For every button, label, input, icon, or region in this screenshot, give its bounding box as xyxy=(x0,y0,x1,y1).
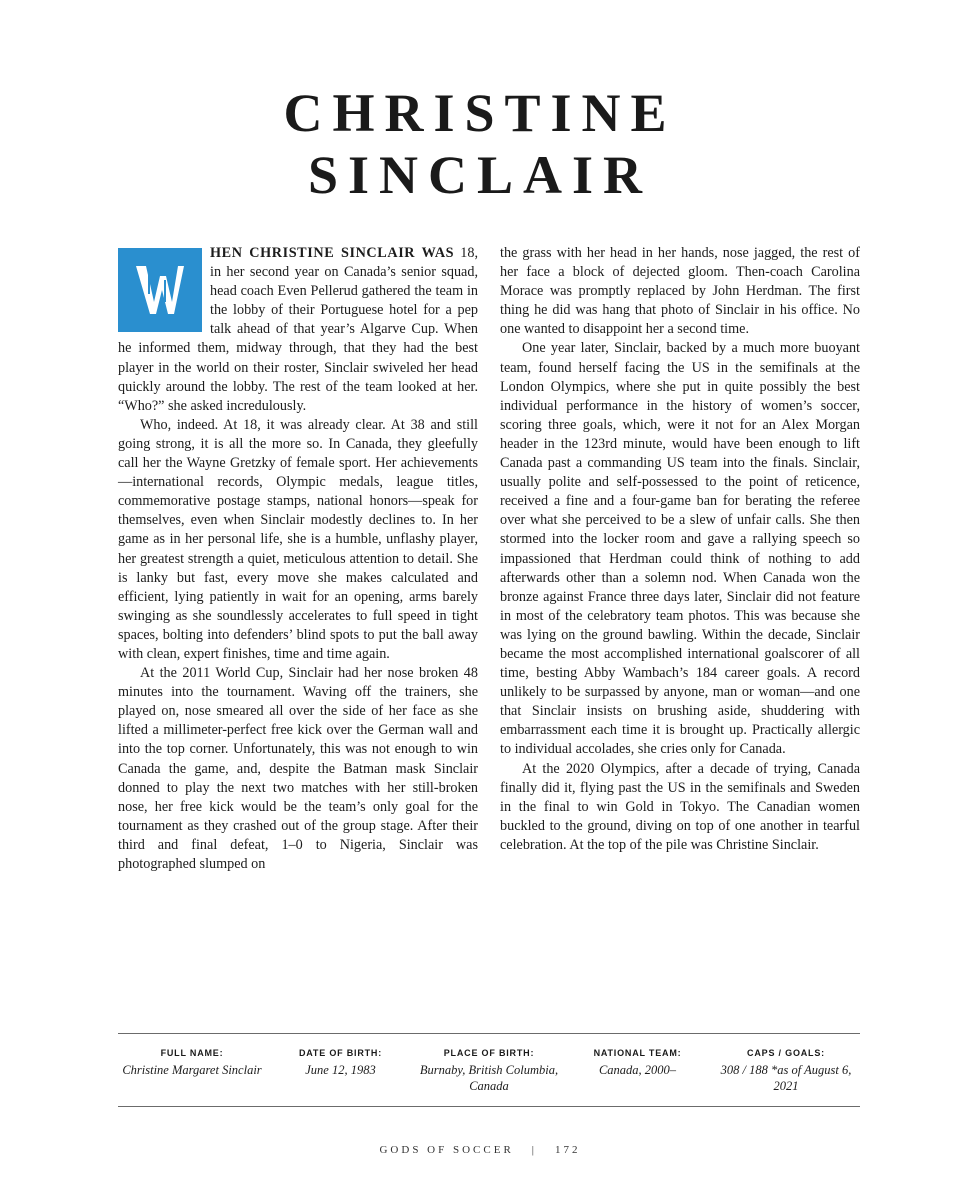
facts-bar xyxy=(118,1046,860,1094)
fact-label: PLACE OF BIRTH: xyxy=(443,1048,535,1058)
column-right xyxy=(500,244,860,924)
lead-caps: HEN CHRISTINE SINCLAIR WAS xyxy=(210,245,455,261)
column-left xyxy=(118,244,478,924)
facts-top-divider xyxy=(118,1033,860,1034)
fact-label: DATE OF BIRTH: xyxy=(298,1048,383,1058)
fact-caps-goals xyxy=(712,1046,860,1094)
paragraph: Who, indeed. At 18, it was already clear. At 38 and still going strong, it is all the more so. In Canada, they gleefully call her the Wayne Gretzky of female sport. Her achievements—international records, Olympic medals, league titles, commemorative postage stamps, national honors—speak for themselves, even when Sinclair modestly declines to. In her game as in her personal life, she is a humble, unflashy player, her greatest strength a quiet, meticulous attention to detail. She is lanky but fast, every move she makes calculated and efficient, lying patiently in wait for an opening, arms barely swinging as she soundlessly accelerates to full speed in tight spaces, bolting into defenders’ blind spots to put the ball away with clean, expert finishes, time and time again. xyxy=(118,416,478,662)
fact-national-team xyxy=(564,1046,712,1094)
title-line-1: CHRISTINE xyxy=(283,83,677,143)
paragraph: At the 2011 World Cup, Sinclair had her nose broken 48 minutes into the tournament. Waving off the trainers, she played on, nose smeared all over the side of her face as she lifted a millimeter-perfect free kick over the German wall and into the top corner. Unfortunately, this was not enough to win Canada the game, and, despite the Batman mask Sinclair donned to play the next two matches with her still-broken nose, her free kick would be the team’s only goal for the tournament as they crashed out of the group stage. After their third and final defeat, 1–0 to Nigeria, Sinclair was photographed slumped on xyxy=(118,665,478,872)
title-line-2: SINCLAIR xyxy=(307,145,653,205)
book-title: GODS OF SOCCER xyxy=(379,1144,514,1156)
fact-label: FULL NAME: xyxy=(160,1048,224,1058)
paragraph-text: 18, in her second year on Canada’s senior squad, head coach Even Pellerud gathered the team in the lobby of their Portuguese hotel for a pep talk ahead of that year’s Algarve Cup. When he informed them, midway through, that they had the best player in the world on their roster, Sinclair swiveled her head quickly around the lobby. The rest of the team looked at her. “Who?” she asked incredulously. xyxy=(118,245,478,414)
drop-cap-letter-icon xyxy=(128,258,192,322)
paragraph: At the 2020 Olympics, after a decade of trying, Canada finally did it, flying past the US in the semifinals and Sweden in the final to win Gold in Tokyo. The Canadian women buckled to the ground, diving on top of one another in tearful celebration. At the top of the pile was Christine Sinclair. xyxy=(500,760,860,853)
page-footer xyxy=(0,1144,960,1156)
footer-separator: | xyxy=(531,1144,537,1156)
article-body xyxy=(118,244,860,924)
fact-place-of-birth xyxy=(415,1046,563,1094)
fact-value: Burnaby, British Columbia, Canada xyxy=(419,1063,559,1093)
paragraph: One year later, Sinclair, backed by a much more buoyant team, found herself facing the US in the semifinals at the London Olympics, where she put in quite possibly the best individual performance in the history of women’s soccer, scoring three goals, which, were it not for an Alex Morgan header in the 123rd minute, would have been enough to lift Canada past a commanding US team into the finals. Sinclair, usually polite and self-possessed to the point of reticence, received a fine and a four-game ban for berating the referee over what she perceived to be a slew of unfair calls. She then stormed into the locker room and gave a rallying speech so impassioned that Herdman could think of nothing to add afterwards other than a solemn nod. When Canada won the bronze against France three days later, Sinclair did not feature in most of the celebratory team photos. This was because she was lying on the ground bawling. Within the decade, Sinclair became the most accomplished international goalscorer of all time, besting Abby Wambach’s 184 career goals. A record unlikely to be surpassed by anyone, man or woman—and one that Sinclair insists on brushing aside, shuddering with embarrassment each time it is brought up. Practically allergic to individual accolades, she cries only for Canada. xyxy=(500,340,860,758)
fact-value: June 12, 1983 xyxy=(305,1063,376,1077)
paragraph xyxy=(118,244,478,416)
facts-bottom-divider xyxy=(118,1106,860,1107)
paragraph: the grass with her head in her hands, nose jagged, the rest of her face a block of dejected gloom. Then-coach Carolina Morace was promptly replaced by John Herdman. The first thing he did was hang that photo of Sinclair in his office. No one wanted to disappoint her a second time. xyxy=(500,245,860,338)
fact-value: Christine Margaret Sinclair xyxy=(122,1063,262,1077)
fact-date-of-birth xyxy=(267,1046,415,1094)
fact-value: 308 / 188 *as of August 6, 2021 xyxy=(720,1063,852,1093)
fact-label: NATIONAL TEAM: xyxy=(593,1048,682,1058)
page-title xyxy=(0,82,960,206)
fact-label: CAPS / GOALS: xyxy=(747,1048,825,1058)
page-number: 172 xyxy=(555,1144,581,1156)
fact-full-name xyxy=(118,1046,266,1094)
fact-value: Canada, 2000– xyxy=(598,1063,677,1077)
drop-cap xyxy=(118,248,202,332)
